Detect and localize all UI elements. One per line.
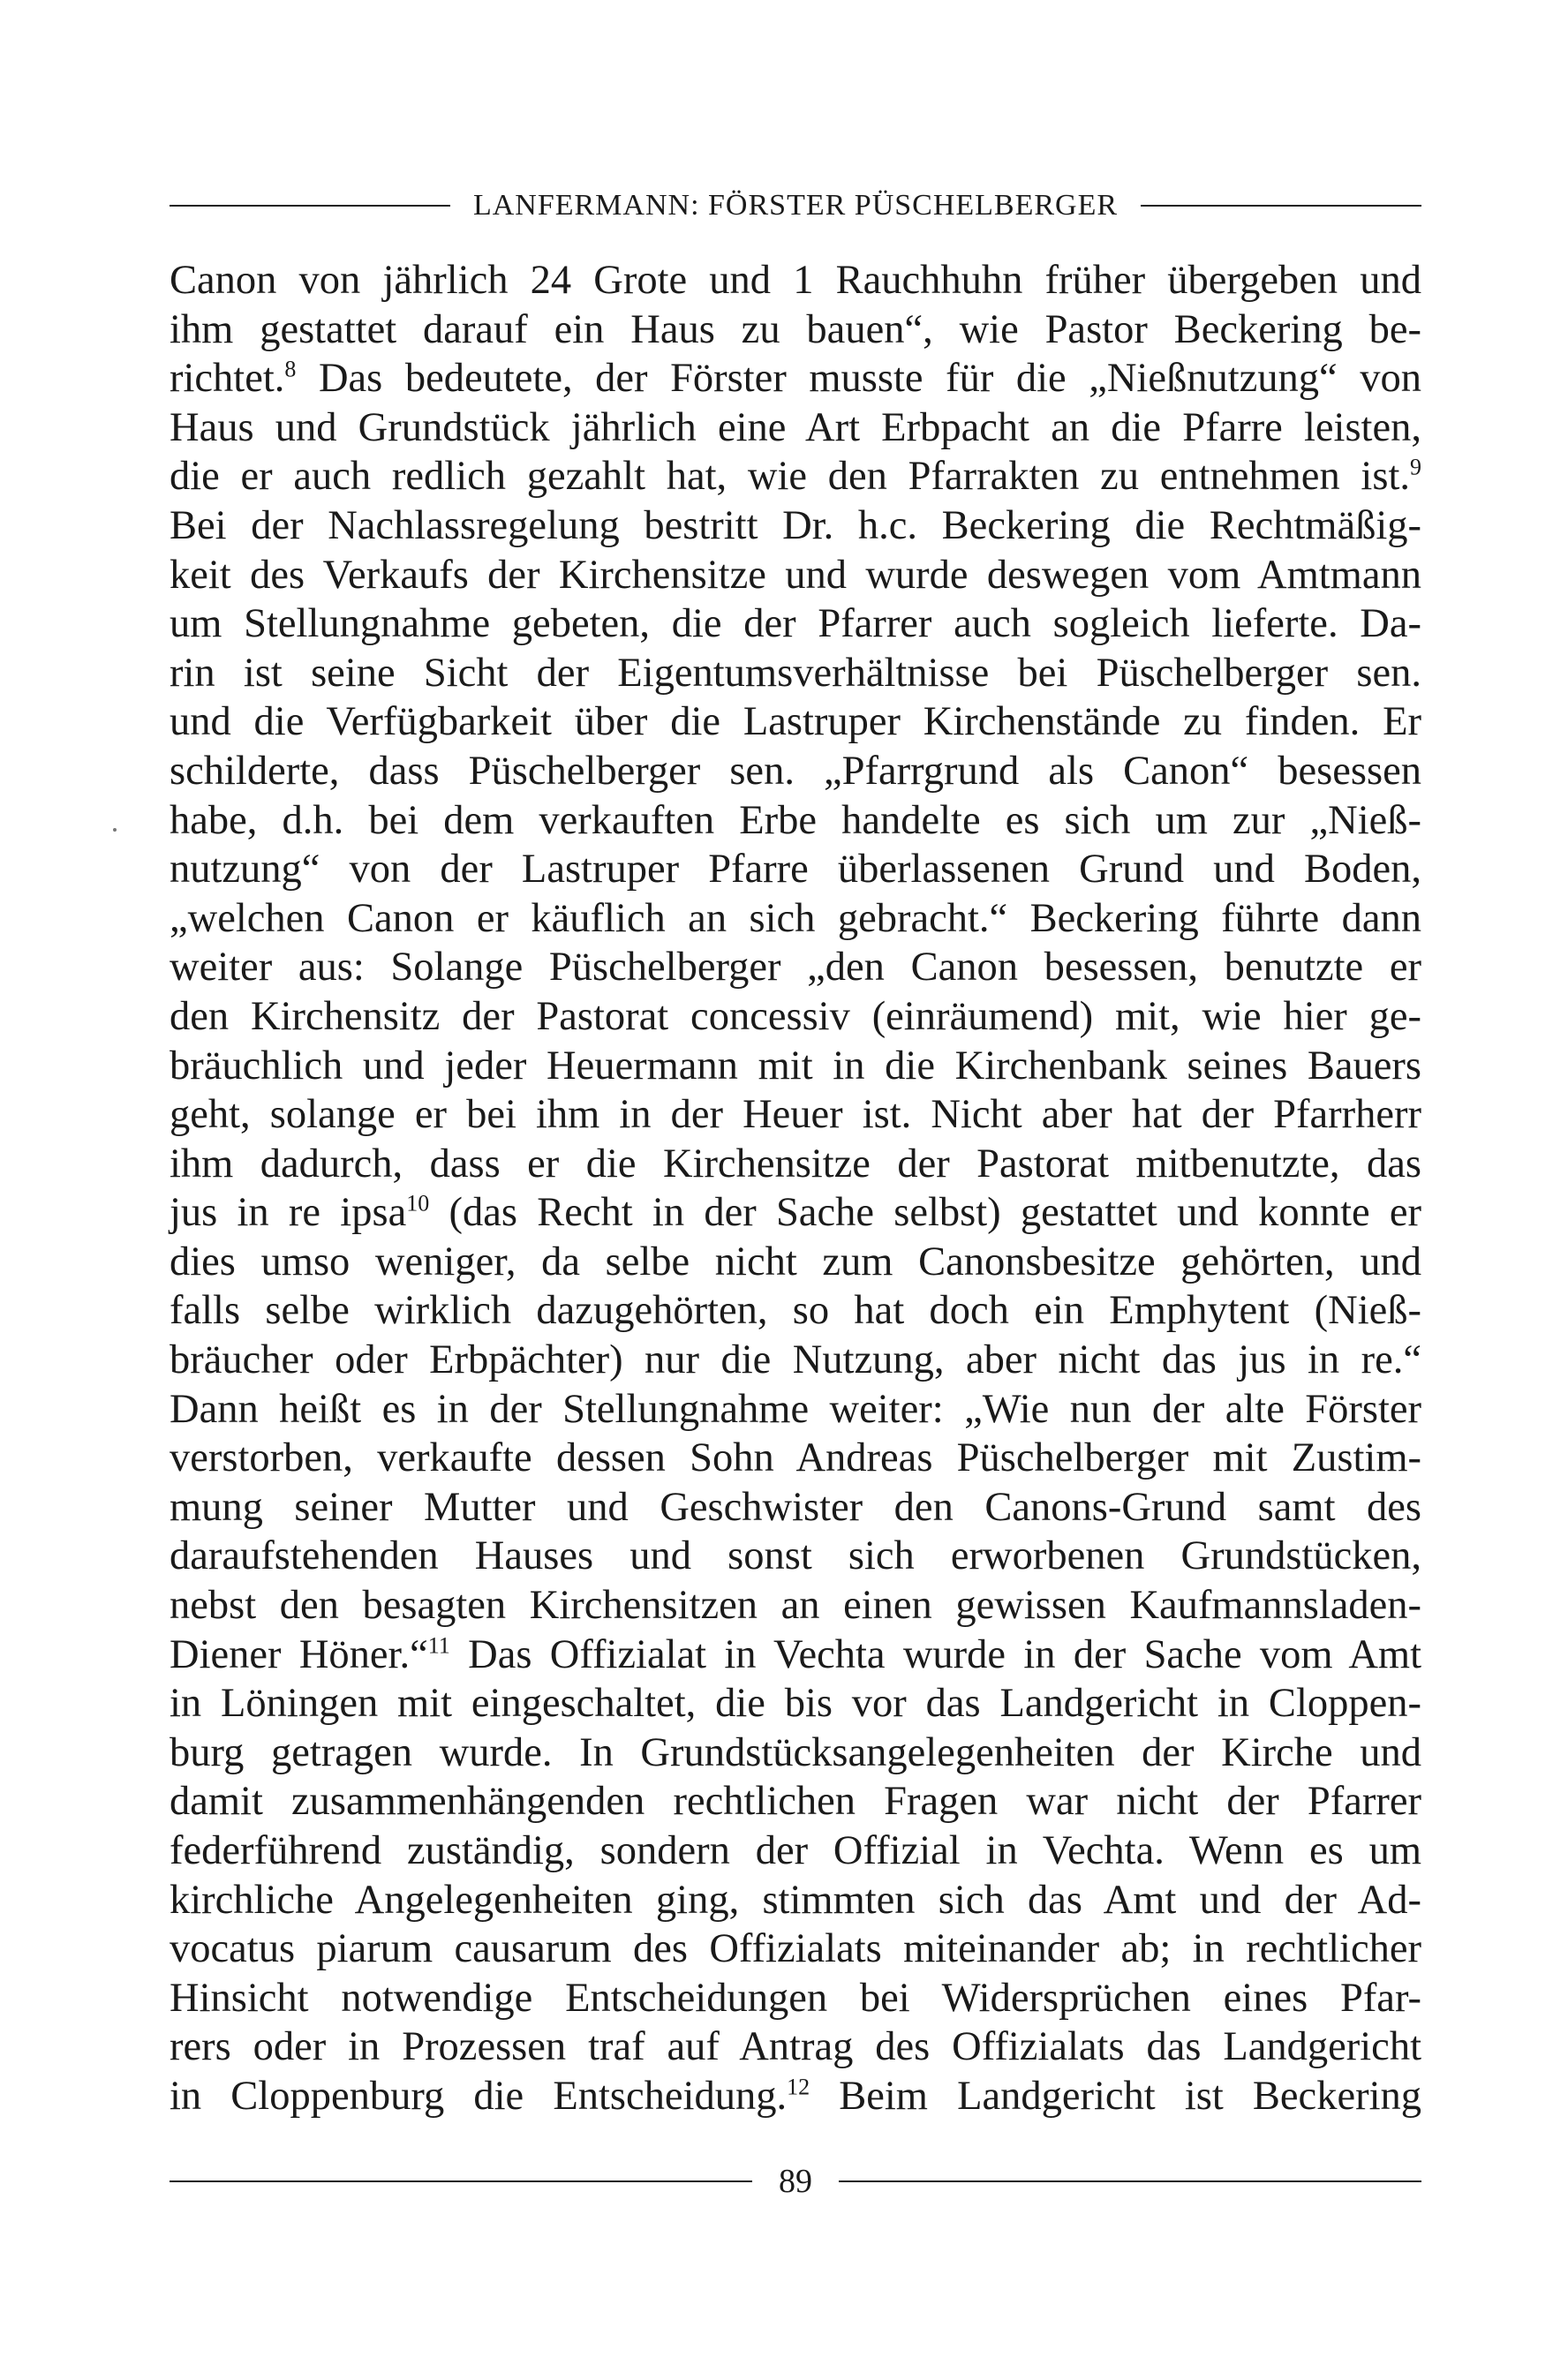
body-text <box>170 256 1421 2121</box>
line-text: geht, solange er bei ihm in der Heuer ist. Nicht aber hat der Pfarrherr <box>170 1092 1421 1138</box>
line-text: habe, d.h. bei dem verkauften Erbe handelte es sich um zur „Nieß- <box>170 797 1421 843</box>
text-line <box>170 1729 1421 1778</box>
line-text: den Kirchensitz der Pastorat concessiv (einräumend) mit, wie hier ge- <box>170 993 1421 1039</box>
text-line <box>170 1483 1421 1533</box>
text-line <box>170 305 1421 355</box>
text-line <box>170 1238 1421 1287</box>
page-footer <box>170 2159 1421 2203</box>
text-line <box>170 599 1421 649</box>
line-text: damit zusammenhängenden rechtlichen Fragen war nicht der Pfarrer <box>170 1779 1421 1825</box>
footnote-marker: 12 <box>787 2074 810 2100</box>
text-line <box>170 796 1421 846</box>
line-text: nutzung“ von der Lastruper Pfarre überlassenen Grund und Boden, <box>170 847 1421 892</box>
text-line <box>170 697 1421 747</box>
text-line <box>170 1336 1421 1385</box>
page-number: 89 <box>779 2163 812 2200</box>
text-line <box>170 992 1421 1042</box>
text-line <box>170 1876 1421 1925</box>
line-text: schilderte, dass Püschelberger sen. „Pfarrgrund als Canon“ besessen <box>170 748 1421 794</box>
line-text: ihm dadurch, dass er die Kirchensitze der Pastorat mitbenutzte, das <box>170 1141 1421 1186</box>
footnote-marker: 8 <box>284 356 297 382</box>
text-line <box>170 1581 1421 1631</box>
line-text: kirchliche Angelegenheiten ging, stimmten sich das Amt und der Ad- <box>170 1877 1421 1923</box>
text-line <box>170 452 1421 501</box>
text-line <box>170 1532 1421 1581</box>
line-text: dies umso weniger, da selbe nicht zum Canonsbesitze gehörten, und <box>170 1239 1421 1284</box>
text-line <box>170 1385 1421 1435</box>
text-line <box>170 1631 1421 1680</box>
header-rule-left <box>170 205 450 207</box>
text-line <box>170 1777 1421 1826</box>
line-text: falls selbe wirklich dazugehörten, so hat doch ein Emphytent (Nieß- <box>170 1288 1421 1334</box>
text-line <box>170 354 1421 403</box>
line-text: in Cloppenburg die Entscheidung. <box>170 2073 788 2119</box>
line-text: daraufstehenden Hauses und sonst sich erworbenen Grundstücken, <box>170 1533 1421 1579</box>
line-text-continued: Das bedeutete, der Förster musste für die „Nießnutzung“ von <box>296 356 1421 402</box>
line-text: Canon von jährlich 24 Grote und 1 Rauchhuhn früher übergeben und <box>170 258 1421 303</box>
line-text: Haus und Grundstück jährlich eine Art Erbpacht an die Pfarre leisten, <box>170 404 1421 450</box>
header-rule-right <box>1141 205 1421 207</box>
text-line <box>170 2072 1421 2121</box>
line-text: bräucher oder Erbpächter) nur die Nutzung, aber nicht das jus in re.“ <box>170 1337 1421 1383</box>
text-line <box>170 501 1421 551</box>
line-text: verstorben, verkaufte dessen Sohn Andreas Püschelberger mit Zustim- <box>170 1435 1421 1481</box>
running-header <box>170 184 1421 228</box>
text-line <box>170 845 1421 894</box>
text-line <box>170 747 1421 796</box>
text-line <box>170 1434 1421 1483</box>
footer-rule-right <box>839 2180 1421 2182</box>
line-text: rers oder in Prozessen traf auf Antrag des Offizialats das Landgericht <box>170 2024 1421 2070</box>
footer-rule-left <box>170 2180 752 2182</box>
line-text: jus in re ipsa <box>170 1190 407 1236</box>
line-text: nebst den besagten Kirchensitzen an einen gewissen Kaufmannsladen- <box>170 1583 1421 1629</box>
line-text: die er auch redlich gezahlt hat, wie den Pfarrakten zu entnehmen ist. <box>170 454 1410 500</box>
line-text: „welchen Canon er käuflich an sich gebracht.“ Beckering führte dann <box>170 895 1421 941</box>
text-line <box>170 1090 1421 1140</box>
line-text: um Stellungnahme gebeten, die der Pfarrer auch sogleich lieferte. Da- <box>170 601 1421 647</box>
footnote-marker: 10 <box>406 1190 430 1216</box>
line-text-continued: (das Recht in der Sache selbst) gestattet und konnte er <box>429 1190 1421 1236</box>
line-text: ihm gestattet darauf ein Haus zu bauen“, wie Pastor Beckering be- <box>170 306 1421 352</box>
text-line <box>170 1140 1421 1189</box>
text-line <box>170 2022 1421 2072</box>
text-line <box>170 1042 1421 1091</box>
text-line <box>170 256 1421 305</box>
text-line <box>170 649 1421 698</box>
running-title: LANFERMANN: FÖRSTER PÜSCHELBERGER <box>472 189 1119 222</box>
line-text: rin ist seine Sicht der Eigentumsverhältnisse bei Püschelberger sen. <box>170 650 1421 696</box>
line-text: vocatus piarum causarum des Offizialats miteinander ab; in rechtlicher <box>170 1926 1421 1972</box>
line-text: mung seiner Mutter und Geschwister den Canons-Grund samt des <box>170 1484 1421 1530</box>
text-line <box>170 1826 1421 1876</box>
line-text: Hinsicht notwendige Entscheidungen bei Widersprüchen eines Pfar- <box>170 1975 1421 2021</box>
margin-dot <box>113 828 117 832</box>
line-text: bräuchlich und jeder Heuermann mit in die Kirchenbank seines Bauers <box>170 1043 1421 1088</box>
text-line <box>170 551 1421 600</box>
line-text: und die Verfügbarkeit über die Lastruper Kirchenstände zu finden. Er <box>170 699 1421 745</box>
line-text: richtet. <box>170 356 285 402</box>
text-line <box>170 1679 1421 1729</box>
text-line <box>170 1924 1421 1974</box>
text-line <box>170 1188 1421 1238</box>
line-text: weiter aus: Solange Püschelberger „den Canon besessen, benutzte er <box>170 945 1421 990</box>
line-text: in Löningen mit eingeschaltet, die bis vor das Landgericht in Cloppen- <box>170 1681 1421 1727</box>
text-line <box>170 403 1421 453</box>
line-text: Dann heißt es in der Stellungnahme weiter: „Wie nun der alte Förster <box>170 1386 1421 1432</box>
line-text: Bei der Nachlassregelung bestritt Dr. h.c. Beckering die Rechtmäßig- <box>170 502 1421 548</box>
footnote-marker: 9 <box>1410 454 1421 480</box>
text-line <box>170 894 1421 944</box>
footnote-marker: 11 <box>427 1632 450 1659</box>
line-text-continued: Beim Landgericht ist Beckering <box>810 2073 1421 2119</box>
text-line <box>170 1286 1421 1336</box>
line-text: federführend zuständig, sondern der Offizial in Vechta. Wenn es um <box>170 1828 1421 1873</box>
line-text: keit des Verkaufs der Kirchensitze und wurde deswegen vom Amtmann <box>170 552 1421 598</box>
line-text: burg getragen wurde. In Grundstücksangelegenheiten der Kirche und <box>170 1729 1421 1775</box>
line-text: Diener Höner.“ <box>170 1631 428 1677</box>
line-text-continued: Das Offizialat in Vechta wurde in der Sache vom Amt <box>449 1631 1422 1677</box>
text-line <box>170 1974 1421 2023</box>
text-line <box>170 943 1421 992</box>
